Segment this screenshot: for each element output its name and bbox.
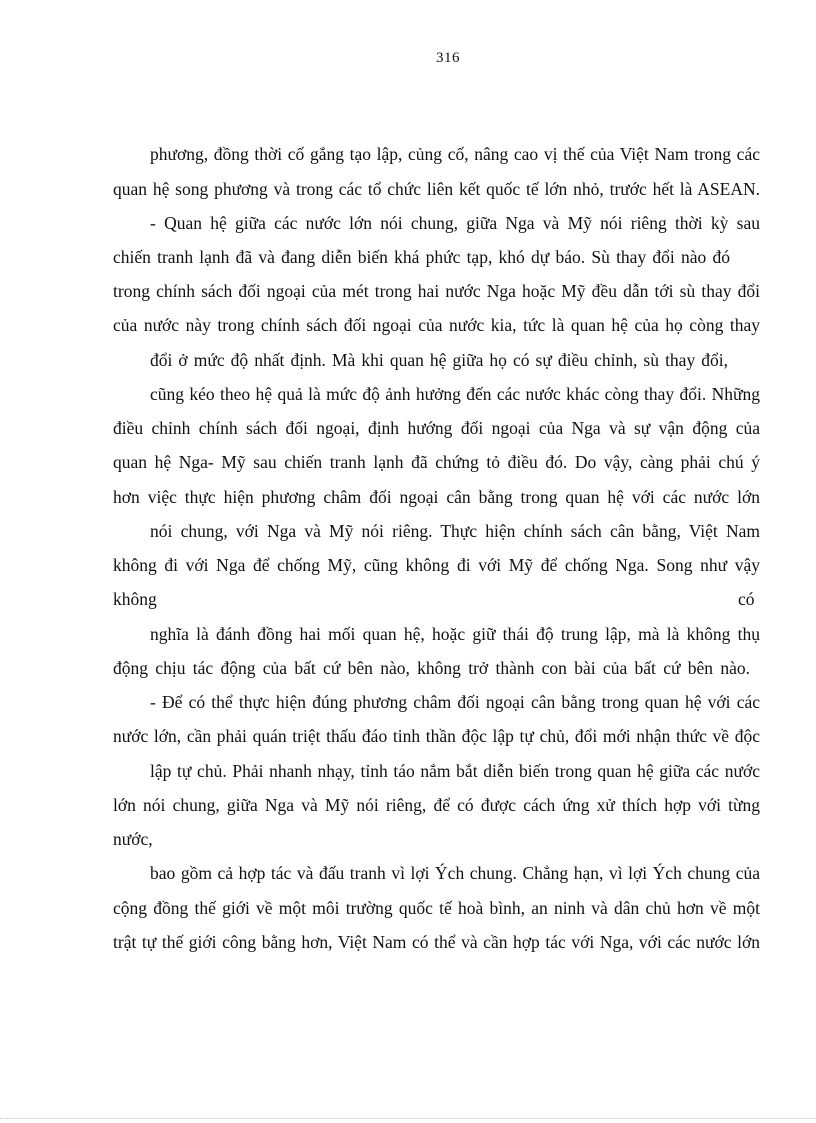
text-line: bao gồm cả hợp tác và đấu tranh vì lợi Ých chung. Chẳng hạn, vì lợi Ých chung của (150, 863, 760, 883)
text-line: của nước này trong chính sách đối ngoại của nước kia, tức là quan hệ của họ còng thay (113, 315, 760, 335)
text-line: cộng đồng thế giới về một môi trường quốc tế hoà bình, an ninh và dân chủ hơn về một (113, 898, 760, 918)
text-line: phương, đồng thời cố gắng tạo lập, củng cố, nâng cao vị thế của Việt Nam trong các (150, 144, 760, 164)
text-line: quan hệ song phương và trong các tổ chức liên kết quốc tế lớn nhỏ, trước hết là ASEAN. (113, 179, 760, 199)
text-line: nói chung, với Nga và Mỹ nói riêng. Thực hiện chính sách cân bằng, Việt Nam (150, 521, 760, 541)
text-line: - Để có thể thực hiện đúng phương châm đối ngoại cân bằng trong quan hệ với các (150, 692, 760, 712)
text-line: - Quan hệ giữa các nước lớn nói chung, giữa Nga và Mỹ nói riêng thời kỳ sau (150, 213, 760, 233)
text-line: quan hệ Nga- Mỹ sau chiến tranh lạnh đã chứng tỏ điều đó. Do vậy, càng phải chú ý (113, 452, 760, 472)
text-line: chiến tranh lạnh đã và đang diễn biến khá phức tạp, khó dự báo. Sù thay đổi nào đó (113, 247, 730, 267)
text-line: động chịu tác động của bất cứ bên nào, không trở thành con bài của bất cứ bên nào. (113, 658, 750, 678)
page-number: 316 (436, 50, 460, 66)
text-line: hơn việc thực hiện phương châm đối ngoại cân bằng trong quan hệ với các nước lớn (113, 487, 760, 507)
text-line: lập tự chủ. Phải nhanh nhạy, tỉnh táo nắm bắt diễn biến trong quan hệ giữa các nước (150, 761, 760, 781)
text-line: nước lớn, cần phải quán triệt thấu đáo tinh thần độc lập tự chủ, đổi mới nhận thức về độc (113, 726, 760, 746)
text-line: điều chỉnh chính sách đối ngoại, định hướng đối ngoại của Nga và sự vận động của (113, 418, 760, 438)
text-line: nước, (113, 829, 153, 849)
text-line: cũng kéo theo hệ quả là mức độ ảnh hưởng đến các nước khác còng thay đổi. Những (150, 384, 760, 404)
text-line: đổi ở mức độ nhất định. Mà khi quan hệ giữa họ có sự điều chỉnh, sù thay đổi, (150, 350, 728, 370)
page-bottom-rule (0, 1118, 816, 1119)
text-line: nghĩa là đánh đồng hai mối quan hệ, hoặc giữ thái độ trung lập, mà là không thụ (150, 624, 760, 644)
text-line: không đi với Nga để chống Mỹ, cũng không đi với Mỹ để chống Nga. Song như vậy (113, 555, 760, 575)
text-line: trật tự thế giới công bằng hơn, Việt Nam có thể và cần hợp tác với Nga, với các nước lớn (113, 932, 760, 952)
text-line: không (113, 589, 157, 609)
text-line: có (738, 589, 755, 609)
text-line: trong chính sách đối ngoại của mét trong hai nước Nga hoặc Mỹ đều dẫn tới sù thay đổi (113, 281, 760, 301)
text-line: lớn nói chung, giữa Nga và Mỹ nói riêng, để có được cách ứng xử thích hợp với từng (113, 795, 760, 815)
